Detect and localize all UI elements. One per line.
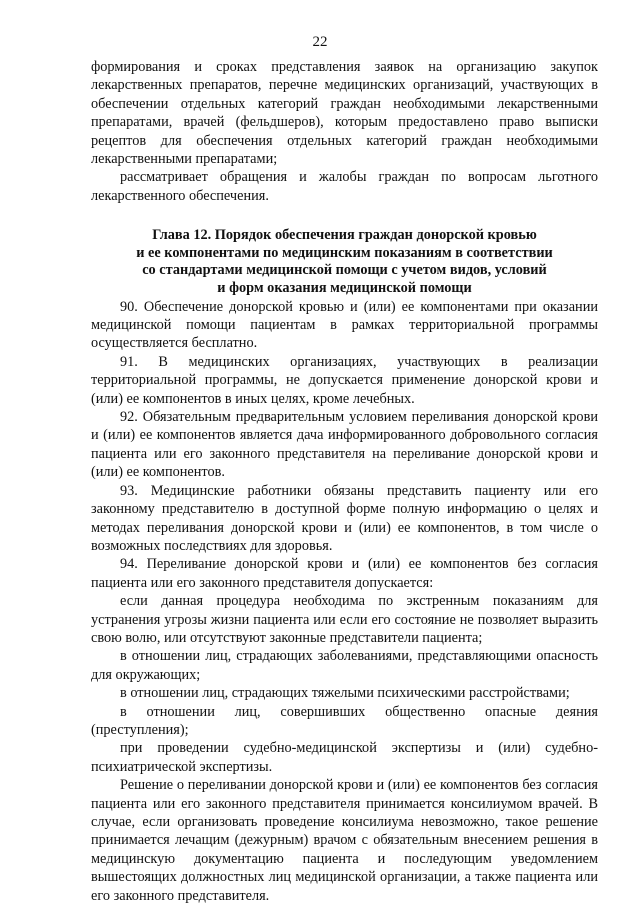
- chapter-heading-line: и ее компонентами по медицинским показаниям в соответствии: [136, 244, 553, 261]
- paragraph-procurement: формирования и сроках представления заявок на организацию закупок лекарственных препаратов, перечне медицинских организаций, участвующих в обеспечении отдельных категорий граждан необходимыми лекарственными препаратами, врачей (фельдшеров), которым предоставлено право выписки рецептов для обеспечения отдельных категорий граждан необходимыми лекарственными препаратами;: [91, 59, 598, 168]
- document-body: [91, 58, 598, 905]
- chapter-heading-line: Глава 12. Порядок обеспечения граждан донорской кровью: [152, 227, 537, 244]
- condition-dangerous-diseases: в отношении лиц, страдающих заболеваниями, представляющими опасность для окружающих;: [91, 648, 598, 683]
- chapter-heading-line: и форм оказания медицинской помощи: [217, 280, 472, 297]
- closing-paragraph: Решение о переливании донорской крови и (или) ее компонентов без согласия пациента или его законного представителя принимается консилиумом врачей. В случае, если организовать проведение консилиума невозможно, такое решение принимается лечащим (дежурным) врачом с обязательным внесением решения в медицинскую документацию пациента и последующим уведомлением вышестоящих должностных лиц медицинской организации, а также пациента или его законного представителя.: [91, 777, 598, 904]
- chapter-heading: [91, 227, 598, 297]
- page-number: 22: [312, 34, 328, 50]
- item-90: 90. Обеспечение донорской кровью и (или) ее компонентами при оказании медицинской помощи пациентам в рамках территориальной программы осуществляется бесплатно.: [91, 298, 598, 352]
- condition-offenders: в отношении лиц, совершивших общественно опасные деяния (преступления);: [91, 703, 598, 738]
- item-94: 94. Переливание донорской крови и (или) ее компонентов без согласия пациента или его законного представителя допускается:: [91, 556, 598, 591]
- condition-emergency: если данная процедура необходима по экстренным показаниям для устранения угрозы жизни пациента или если его состояние не позволяет выразить свою волю, или отсутствуют законные представители пациента;: [91, 593, 598, 646]
- paragraph-complaints: рассматривает обращения и жалобы граждан по вопросам льготного лекарственного обеспечения.: [91, 169, 598, 204]
- condition-expertise: при проведении судебно-медицинской экспертизы и (или) судебно-психиатрической экспертизы.: [91, 740, 598, 775]
- item-91: 91. В медицинских организациях, участвующих в реализации территориальной программы, не допускается применение донорской крови и (или) ее компонентов в иных целях, кроме лечебных.: [91, 353, 598, 407]
- chapter-heading-line: со стандартами медицинской помощи с учетом видов, условий: [142, 262, 547, 279]
- item-93: 93. Медицинские работники обязаны представить пациенту или его законному представителю в доступной форме полную информацию о целях и методах переливания донорской крови и (или) ее компонентов, в том числе о возможных последствиях для здоровья.: [91, 482, 598, 554]
- item-92: 92. Обязательным предварительным условием переливания донорской крови и (или) ее компонентов является дача информированного добровольного согласия пациента или его законного представителя на переливание донорской крови и (или) ее компонентов.: [91, 409, 598, 481]
- condition-mental-disorders: в отношении лиц, страдающих тяжелыми психическими расстройствами;: [120, 685, 570, 702]
